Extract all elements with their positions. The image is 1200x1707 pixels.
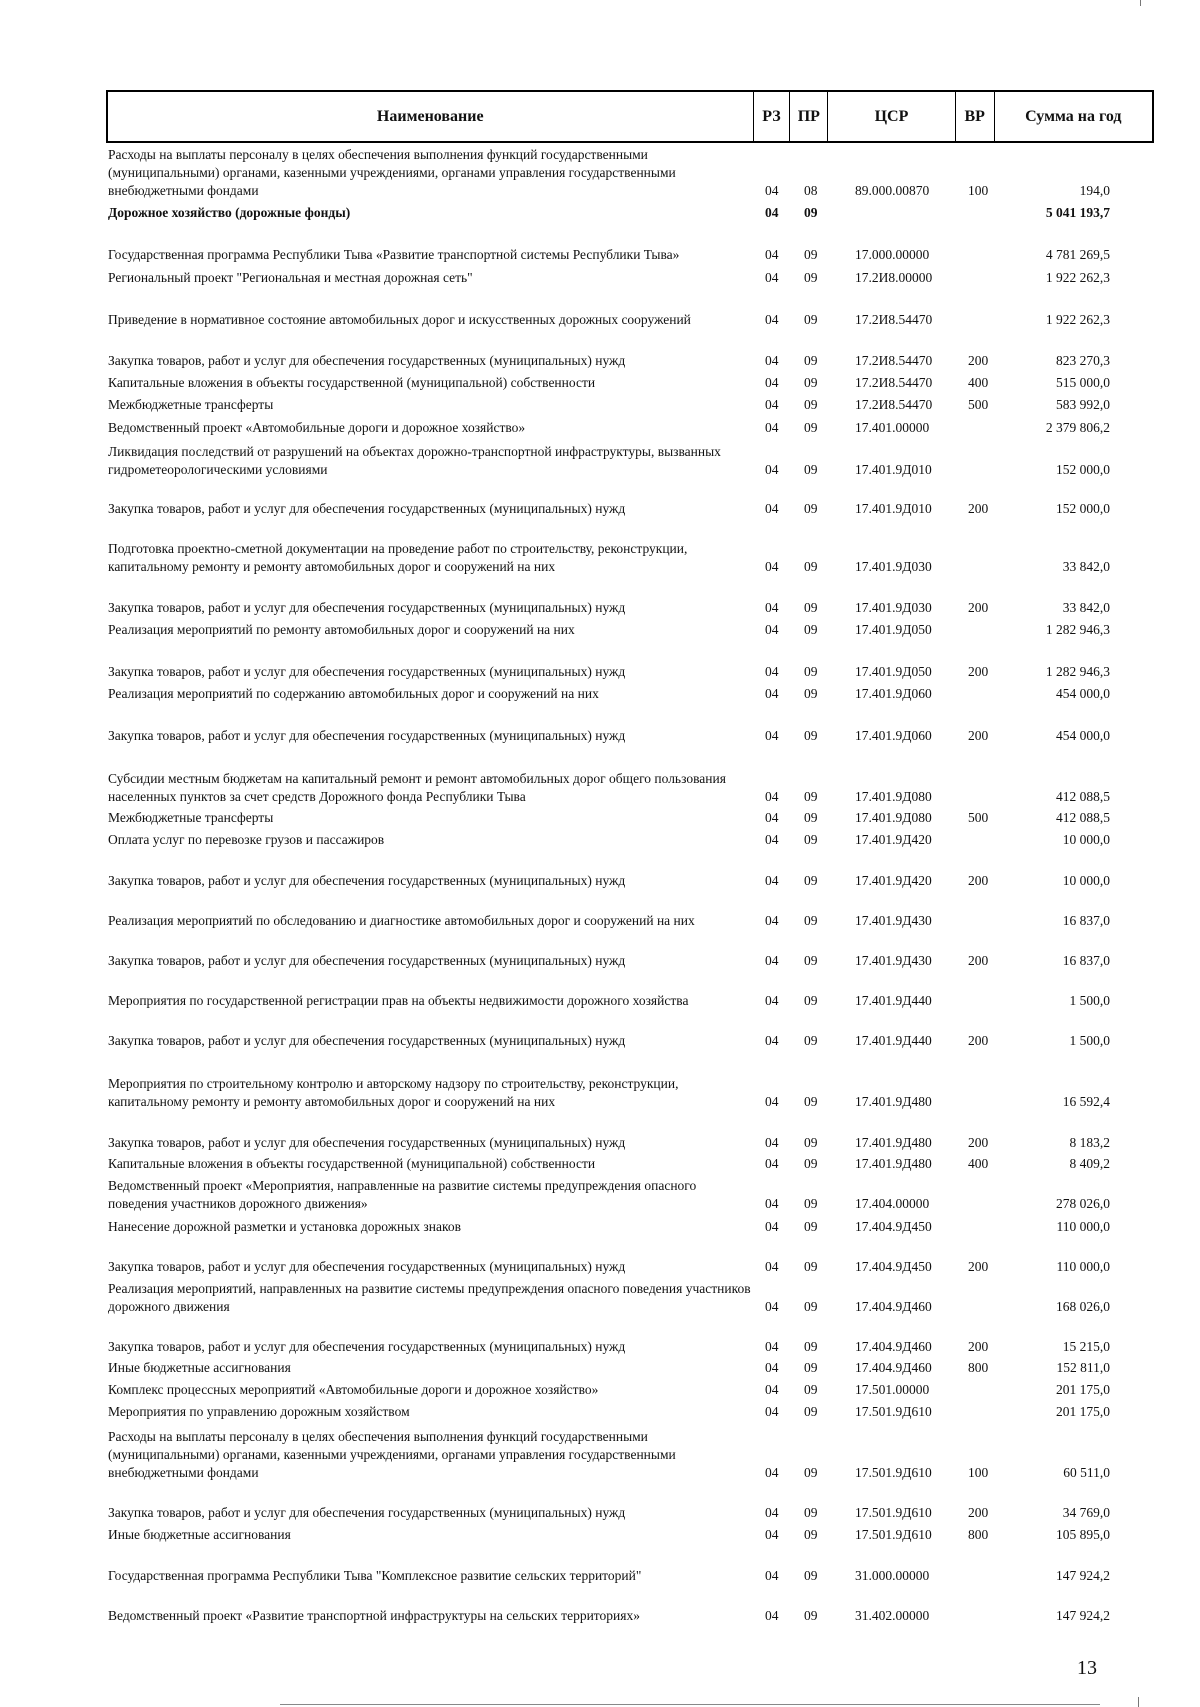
header-rz: РЗ (754, 92, 791, 141)
row-sum: 33 842,0 (1062, 600, 1110, 615)
row-sum: 16 592,4 (1062, 1094, 1110, 1109)
header-vr: ВР (956, 92, 995, 141)
row-rz: 04 (765, 270, 779, 285)
row-pr: 09 (804, 1299, 818, 1314)
row-sum: 412 088,5 (1056, 810, 1110, 825)
bottom-rule (280, 1704, 1100, 1705)
row-pr: 09 (804, 810, 818, 825)
row-pr: 09 (804, 1360, 818, 1375)
row-pr: 09 (804, 1339, 818, 1354)
row-csr: 17.401.9Д030 (855, 600, 932, 615)
row-sum: 1 922 262,3 (1045, 270, 1110, 285)
row-pr: 09 (804, 913, 818, 928)
row-csr: 89.000.00870 (855, 183, 930, 198)
row-name: Оплата услуг по перевозке грузов и пассажиров (108, 832, 385, 847)
row-csr: 17.404.9Д460 (855, 1339, 932, 1354)
row-csr: 17.2И8.54470 (855, 353, 933, 368)
row-rz: 04 (765, 600, 779, 615)
row-pr: 09 (804, 501, 818, 516)
row-sum: 278 026,0 (1056, 1196, 1110, 1211)
row-rz: 04 (765, 353, 779, 368)
row-csr: 17.401.9Д480 (855, 1094, 932, 1109)
row-vr: 200 (968, 353, 989, 368)
row-name: Дорожное хозяйство (дорожные фонды) (108, 205, 351, 220)
row-csr: 17.401.9Д420 (855, 832, 932, 847)
table-row (0, 1545, 1200, 1625)
row-csr: 17.404.00000 (855, 1196, 930, 1211)
row-rz: 04 (765, 873, 779, 888)
row-vr: 100 (968, 183, 989, 198)
row-pr: 09 (804, 375, 818, 390)
row-rz: 04 (765, 312, 779, 327)
header-sum: Сумма на год (1025, 107, 1122, 125)
row-rz: 04 (765, 913, 779, 928)
row-sum: 10 000,0 (1062, 873, 1110, 888)
row-sum: 1 500,0 (1069, 993, 1110, 1008)
row-csr: 17.401.9Д060 (855, 728, 932, 743)
row-rz: 04 (765, 1135, 779, 1150)
row-sum: 16 837,0 (1062, 913, 1110, 928)
row-csr: 17.401.9Д050 (855, 622, 932, 637)
row-csr: 17.401.9Д030 (855, 559, 932, 574)
row-pr: 09 (804, 1156, 818, 1171)
row-rz: 04 (765, 993, 779, 1008)
row-sum: 515 000,0 (1056, 375, 1110, 390)
row-csr: 17.501.9Д610 (855, 1465, 932, 1480)
row-pr: 09 (804, 728, 818, 743)
row-pr: 09 (804, 873, 818, 888)
row-rz: 04 (765, 953, 779, 968)
row-name: Межбюджетные трансферты (108, 397, 274, 412)
row-rz: 04 (765, 664, 779, 679)
row-vr: 200 (968, 1339, 989, 1354)
row-pr: 09 (804, 270, 818, 285)
row-vr: 500 (968, 810, 989, 825)
row-csr: 17.501.9Д610 (855, 1505, 932, 1520)
row-sum: 823 270,3 (1056, 353, 1110, 368)
row-rz: 04 (765, 462, 779, 477)
row-sum: 1 282 946,3 (1045, 664, 1110, 679)
row-pr: 09 (804, 664, 818, 679)
row-name: Государственная программа Республики Тыва "Комплексное развитие сельских территорий" (108, 1568, 642, 1583)
row-pr: 09 (804, 622, 818, 637)
row-rz: 04 (765, 810, 779, 825)
row-rz: 04 (765, 1360, 779, 1375)
row-rz: 04 (765, 1156, 779, 1171)
row-pr: 09 (804, 1135, 818, 1150)
row-name: Реализация мероприятий по ремонту автомобильных дорог и сооружений на них (108, 622, 575, 637)
row-sum: 1 282 946,3 (1045, 622, 1110, 637)
row-csr: 17.401.9Д480 (855, 1135, 932, 1150)
row-name: Капитальные вложения в объекты государственной (муниципальной) собственности (108, 1156, 596, 1171)
row-vr: 400 (968, 1156, 989, 1171)
row-sum: 168 026,0 (1056, 1299, 1110, 1314)
row-name: Иные бюджетные ассигнования (108, 1527, 291, 1542)
row-pr: 09 (804, 1382, 818, 1397)
row-sum: 2 379 806,2 (1045, 420, 1110, 435)
row-rz: 04 (765, 1299, 779, 1314)
row-vr: 200 (968, 1033, 989, 1048)
row-pr: 09 (804, 247, 818, 262)
row-pr: 09 (804, 1527, 818, 1542)
row-csr: 17.401.9Д010 (855, 462, 932, 477)
row-pr: 09 (804, 1465, 818, 1480)
row-sum: 110 000,0 (1056, 1219, 1110, 1234)
row-name: Реализация мероприятий по обследованию и диагностике автомобильных дорог и сооружений на них (108, 913, 695, 928)
row-csr: 17.401.9Д050 (855, 664, 932, 679)
row-rz: 04 (765, 1527, 779, 1542)
row-sum: 34 769,0 (1062, 1505, 1110, 1520)
row-rz: 04 (765, 1568, 779, 1583)
row-vr: 200 (968, 600, 989, 615)
row-pr: 09 (804, 1568, 818, 1583)
row-vr: 100 (968, 1465, 989, 1480)
row-name: Субсидии местным бюджетам на капитальный ремонт и ремонт автомобильных дорог общего пользования населенных пунктов за счет средств Дорожного фонда Республики Тыва (108, 771, 726, 804)
row-pr: 09 (804, 686, 818, 701)
row-rz: 04 (765, 501, 779, 516)
row-sum: 201 175,0 (1056, 1382, 1110, 1397)
row-csr: 17.401.9Д420 (855, 873, 932, 888)
row-vr: 400 (968, 375, 989, 390)
row-name: Иные бюджетные ассигнования (108, 1360, 291, 1375)
row-name: Межбюджетные трансферты (108, 810, 274, 825)
row-csr: 17.401.00000 (855, 420, 930, 435)
row-name: Комплекс процессных мероприятий «Автомобильные дороги и дорожное хозяйство» (108, 1382, 599, 1397)
row-name: Ведомственный проект «Развитие транспортной инфраструктуры на сельских территориях» (108, 1608, 640, 1623)
row-name: Закупка товаров, работ и услуг для обеспечения государственных (муниципальных) нужд (108, 1505, 626, 1520)
row-vr: 200 (968, 728, 989, 743)
row-csr: 17.2И8.54470 (855, 312, 933, 327)
row-sum: 1 500,0 (1069, 1033, 1110, 1048)
row-csr: 17.501.9Д610 (855, 1404, 932, 1419)
row-sum: 105 895,0 (1056, 1527, 1110, 1542)
row-name: Нанесение дорожной разметки и установка дорожных знаков (108, 1219, 461, 1234)
row-csr: 17.501.00000 (855, 1382, 930, 1397)
row-sum: 412 088,5 (1056, 789, 1110, 804)
row-vr: 800 (968, 1360, 989, 1375)
row-sum: 8 409,2 (1069, 1156, 1110, 1171)
row-rz: 04 (765, 728, 779, 743)
scan-mark (1138, 1697, 1139, 1707)
row-name: Приведение в нормативное состояние автомобильных дорог и искусственных дорожных сооружений (108, 312, 691, 327)
row-sum: 15 215,0 (1062, 1339, 1110, 1354)
row-rz: 04 (765, 1404, 779, 1419)
row-name: Закупка товаров, работ и услуг для обеспечения государственных (муниципальных) нужд (108, 1135, 626, 1150)
row-pr: 09 (804, 420, 818, 435)
row-csr: 17.2И8.00000 (855, 270, 933, 285)
row-name: Закупка товаров, работ и услуг для обеспечения государственных (муниципальных) нужд (108, 664, 626, 679)
row-sum: 33 842,0 (1062, 559, 1110, 574)
row-name: Региональный проект "Региональная и местная дорожная сеть" (108, 270, 473, 285)
row-rz: 04 (765, 686, 779, 701)
row-pr: 09 (804, 1196, 818, 1211)
row-vr: 200 (968, 1135, 989, 1150)
row-name: Закупка товаров, работ и услуг для обеспечения государственных (муниципальных) нужд (108, 1339, 626, 1354)
row-pr: 09 (804, 1219, 818, 1234)
row-rz: 04 (765, 375, 779, 390)
row-pr: 09 (804, 953, 818, 968)
scan-mark (1140, 0, 1141, 6)
row-csr: 17.401.9Д430 (855, 913, 932, 928)
row-rz: 04 (765, 247, 779, 262)
row-csr: 17.401.9Д480 (855, 1156, 932, 1171)
row-csr: 17.404.9Д450 (855, 1259, 932, 1274)
row-rz: 04 (765, 1094, 779, 1109)
row-name: Подготовка проектно-сметной документации на проведение работ по строительству, реконструкции, капитальному ремонту и ремонту автомобильных дорог и сооружений на них (108, 541, 688, 574)
row-name: Закупка товаров, работ и услуг для обеспечения государственных (муниципальных) нужд (108, 728, 626, 743)
row-sum: 147 924,2 (1056, 1568, 1110, 1583)
row-rz: 04 (765, 1259, 779, 1274)
row-sum: 147 924,2 (1056, 1608, 1110, 1623)
row-vr: 200 (968, 873, 989, 888)
row-rz: 04 (765, 1465, 779, 1480)
row-csr: 17.401.9Д080 (855, 789, 932, 804)
row-sum: 10 000,0 (1062, 832, 1110, 847)
header-name: Наименование (108, 92, 754, 141)
row-pr: 09 (804, 600, 818, 615)
row-sum: 194,0 (1079, 183, 1110, 198)
row-name: Мероприятия по строительному контролю и авторскому надзору по строительству, реконструкции, капитальному ремонту и ремонту автомобильных дорог и сооружений на них (108, 1076, 679, 1109)
row-pr: 09 (804, 832, 818, 847)
row-csr: 17.401.9Д080 (855, 810, 932, 825)
row-csr: 17.401.9Д060 (855, 686, 932, 701)
row-name: Реализация мероприятий, направленных на развитие системы предупреждения опасного поведения участников дорожного движения (108, 1281, 751, 1314)
row-vr: 200 (968, 501, 989, 516)
row-name: Закупка товаров, работ и услуг для обеспечения государственных (муниципальных) нужд (108, 600, 626, 615)
row-csr: 17.401.9Д430 (855, 953, 932, 968)
row-rz: 04 (765, 1219, 779, 1234)
row-rz: 04 (765, 622, 779, 637)
row-rz: 04 (765, 1505, 779, 1520)
header-pr: ПР (790, 92, 828, 141)
row-csr: 17.2И8.54470 (855, 397, 933, 412)
row-sum: 454 000,0 (1056, 728, 1110, 743)
row-pr: 09 (804, 1094, 818, 1109)
row-pr: 09 (804, 1505, 818, 1520)
row-name: Государственная программа Республики Тыва «Развитие транспортной системы Республики Тыва» (108, 247, 680, 262)
row-sum: 60 511,0 (1063, 1465, 1110, 1480)
row-csr: 17.2И8.54470 (855, 375, 933, 390)
row-name: Ликвидация последствий от разрушений на объектах дорожно-транспортной инфраструктуры, вызванных гидрометеорологическими условиями (108, 444, 721, 477)
row-csr: 17.401.9Д440 (855, 993, 932, 1008)
row-rz: 04 (765, 1196, 779, 1211)
row-rz: 04 (765, 789, 779, 804)
row-name: Расходы на выплаты персоналу в целях обеспечения выполнения функций государственными (муниципальными) органами, казенными учреждениями, органами управления государственными внебюджетными фондами (108, 147, 676, 198)
row-pr: 09 (804, 1404, 818, 1419)
row-pr: 09 (804, 993, 818, 1008)
row-name: Закупка товаров, работ и услуг для обеспечения государственных (муниципальных) нужд (108, 353, 626, 368)
row-sum: 152 000,0 (1056, 462, 1110, 477)
row-sum: 8 183,2 (1069, 1135, 1110, 1150)
row-rz: 04 (765, 832, 779, 847)
row-sum: 16 837,0 (1062, 953, 1110, 968)
row-pr: 09 (804, 312, 818, 327)
row-csr: 17.401.9Д010 (855, 501, 932, 516)
row-name: Закупка товаров, работ и услуг для обеспечения государственных (муниципальных) нужд (108, 501, 626, 516)
row-vr: 800 (968, 1527, 989, 1542)
row-sum: 201 175,0 (1056, 1404, 1110, 1419)
row-csr: 17.404.9Д460 (855, 1360, 932, 1375)
row-pr: 09 (804, 1033, 818, 1048)
row-name: Мероприятия по государственной регистрации прав на объекты недвижимости дорожного хозяйства (108, 993, 689, 1008)
row-csr: 31.402.00000 (855, 1608, 930, 1623)
row-name: Расходы на выплаты персоналу в целях обеспечения выполнения функций государственными (муниципальными) органами, казенными учреждениями, органами управления государственными внебюджетными фондами (108, 1429, 676, 1480)
row-csr: 17.501.9Д610 (855, 1527, 932, 1542)
row-csr: 17.404.9Д450 (855, 1219, 932, 1234)
row-sum: 5 041 193,7 (1045, 205, 1110, 220)
row-name: Закупка товаров, работ и услуг для обеспечения государственных (муниципальных) нужд (108, 1033, 626, 1048)
row-pr: 09 (804, 789, 818, 804)
row-rz: 04 (765, 205, 779, 220)
row-sum: 152 000,0 (1056, 501, 1110, 516)
row-name: Закупка товаров, работ и услуг для обеспечения государственных (муниципальных) нужд (108, 953, 626, 968)
row-pr: 09 (804, 353, 818, 368)
row-sum: 1 922 262,3 (1045, 312, 1110, 327)
row-name: Ведомственный проект «Автомобильные дороги и дорожное хозяйство» (108, 420, 526, 435)
row-rz: 04 (765, 397, 779, 412)
row-rz: 04 (765, 1608, 779, 1623)
row-pr: 09 (804, 1259, 818, 1274)
row-vr: 200 (968, 1259, 989, 1274)
page-number: 13 (1077, 1657, 1097, 1679)
row-rz: 04 (765, 1382, 779, 1397)
row-vr: 500 (968, 397, 989, 412)
row-rz: 04 (765, 183, 779, 198)
row-rz: 04 (765, 559, 779, 574)
row-pr: 09 (804, 1608, 818, 1623)
row-sum: 583 992,0 (1056, 397, 1110, 412)
row-rz: 04 (765, 420, 779, 435)
row-sum: 110 000,0 (1056, 1259, 1110, 1274)
row-csr: 17.404.9Д460 (855, 1299, 932, 1314)
row-pr: 09 (804, 205, 818, 220)
row-name: Закупка товаров, работ и услуг для обеспечения государственных (муниципальных) нужд (108, 1259, 626, 1274)
row-csr: 17.401.9Д440 (855, 1033, 932, 1048)
header-csr: ЦСР (828, 92, 956, 141)
row-name: Закупка товаров, работ и услуг для обеспечения государственных (муниципальных) нужд (108, 873, 626, 888)
row-sum: 4 781 269,5 (1045, 247, 1110, 262)
row-name: Реализация мероприятий по содержанию автомобильных дорог и сооружений на них (108, 686, 599, 701)
row-vr: 200 (968, 1505, 989, 1520)
row-pr: 09 (804, 397, 818, 412)
row-rz: 04 (765, 1033, 779, 1048)
row-sum: 454 000,0 (1056, 686, 1110, 701)
row-rz: 04 (765, 1339, 779, 1354)
row-sum: 152 811,0 (1056, 1360, 1110, 1375)
row-csr: 31.000.00000 (855, 1568, 930, 1583)
row-name: Мероприятия по управлению дорожным хозяйством (108, 1404, 410, 1419)
row-vr: 200 (968, 664, 989, 679)
row-pr: 09 (804, 462, 818, 477)
row-pr: 08 (804, 183, 818, 198)
row-csr: 17.000.00000 (855, 247, 930, 262)
row-vr: 200 (968, 953, 989, 968)
row-name: Ведомственный проект «Мероприятия, направленные на развитие системы предупреждения опасного поведения участников дорожного движения» (108, 1178, 697, 1211)
row-pr: 09 (804, 559, 818, 574)
row-name: Капитальные вложения в объекты государственной (муниципальной) собственности (108, 375, 596, 390)
